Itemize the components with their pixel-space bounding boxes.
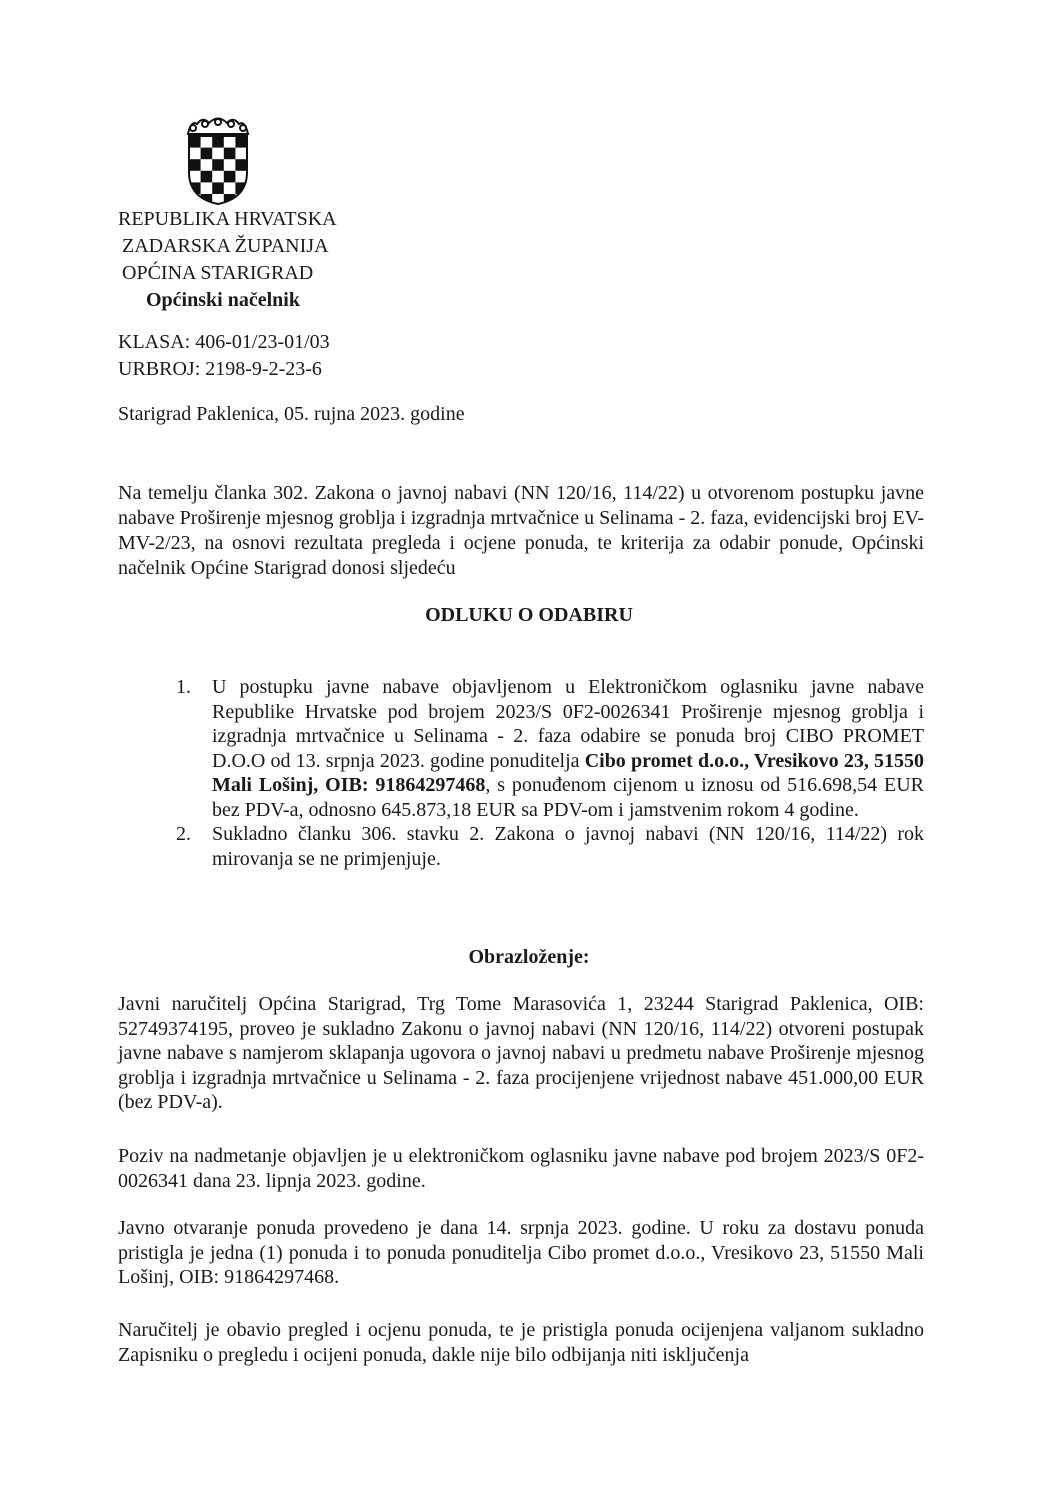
urbroj-number: URBROJ: 2198-9-2-23-6 <box>118 358 322 380</box>
decision-item-text: Sukladno članku 306. stavku 2. Zakona o javnoj nabavi (NN 120/16, 114/22) rok mirovanja se ne primjenjuje. <box>212 823 924 870</box>
decision-item-text-after: , s ponuđenom cijenom u iznosu od 516.698,54 EUR bez PDV-a, odnosno 645.873,18 EUR sa PDV-om i jamstvenim rokom 4 godine. <box>212 774 924 821</box>
decision-title: ODLUKU O ODABIRU <box>425 604 633 626</box>
place-date: Starigrad Paklenica, 05. rujna 2023. godine <box>118 403 465 425</box>
decision-item <box>176 675 924 822</box>
explanation-paragraph: Javno otvaranje ponuda provedeno je dana 14. srpnja 2023. godine. U roku za dostavu ponuda pristigla je jedna (1) ponuda i to ponuda ponuditelja Cibo promet d.o.o., Vresikovo 23, 51550 Mali Lošinj, OIB: 91864297468. <box>118 1217 924 1288</box>
coat-of-arms-icon <box>183 114 253 206</box>
decision-item <box>176 822 924 871</box>
reference-block <box>118 329 330 383</box>
intro-paragraph: Na temelju članka 302. Zakona o javnoj nabavi (NN 120/16, 114/22) u otvorenom postupku javne nabave Proširenje mjesnog groblja i izgradnja mrtvačnice u Selinama - 2. faza, evidencijski broj EV-MV-2/23, na osnovi rezultata pregleda i ocjene ponuda, te kriterija za odabir ponude, Općinski načelnik Općine Starigrad donosi sljedeću <box>118 482 924 579</box>
explanation-paragraph: Poziv na nadmetanje objavljen je u elektroničkom oglasniku javne nabave pod brojem 2023/S 0F2-0026341 dana 23. lipnja 2023. godine. <box>118 1145 924 1192</box>
explanation-paragraph: Javni naručitelj Općina Starigrad, Trg Tome Marasovića 1, 23244 Starigrad Paklenica, OIB: 52749374195, proveo je sukladno Zakonu o javnoj nabavi (NN 120/16, 114/22) otvoreni postupak javne nabave s namjerom sklapanja ugovora o javnoj nabavi u predmetu nabave Proširenje mjesnog groblja i izgradnja mrtvačnice u Selinama - 2. faza procijenjene vrijednost nabave 451.000,00 EUR (bez PDV-a). <box>118 993 924 1113</box>
issuer-header <box>118 206 337 314</box>
header-municipality: OPĆINA STARIGRAD <box>122 262 314 284</box>
header-office: Općinski načelnik <box>146 289 300 311</box>
decision-item-text: U postupku javne nabave objavljenom u Elektroničkom oglasniku javne nabave Republike Hrvatske pod brojem 2023/S 0F2-0026341 Proširenje mjesnog groblja i izgradnja mrtvačnice u Selinama - 2. faza odabire se ponuda broj CIBO PROMET D.O.O od 13. srpnja 2023. godine ponuditelja <box>212 676 924 772</box>
decision-item-bold: Cibo promet d.o.o., Vresikovo 23, 51550 Mali Lošinj, OIB: 91864297468 <box>212 749 924 796</box>
decision-list <box>176 675 924 871</box>
header-county: ZADARSKA ŽUPANIJA <box>122 235 329 257</box>
decision-item-number: 1. <box>176 676 191 698</box>
header-country: REPUBLIKA HRVATSKA <box>118 208 337 230</box>
klasa-number: KLASA: 406-01/23-01/03 <box>118 331 330 353</box>
decision-item-number: 2. <box>176 823 191 845</box>
explanation-paragraph: Naručitelj je obavio pregled i ocjenu ponuda, te je pristigla ponuda ocijenjena valjanom sukladno Zapisniku o pregledu i ocijeni ponuda, dakle nije bilo odbijanja niti isključenja <box>118 1319 924 1366</box>
explanation-title: Obrazloženje: <box>468 946 590 968</box>
